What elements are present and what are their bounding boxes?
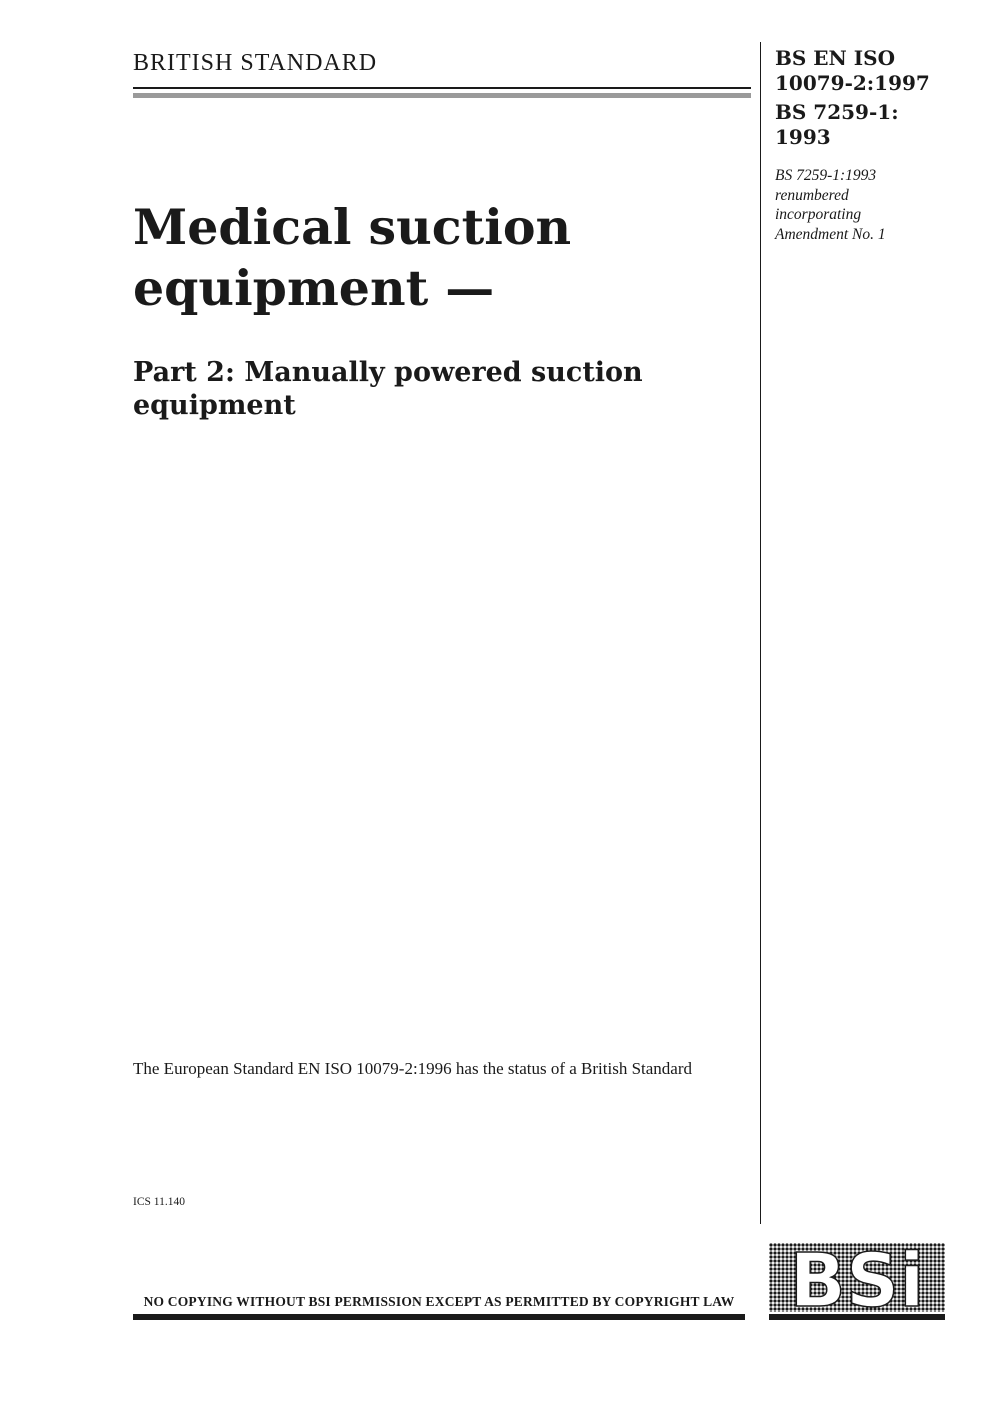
- header-rule-thick: [133, 93, 751, 98]
- logo-rule: [769, 1314, 945, 1320]
- document-category-label: BRITISH STANDARD: [133, 50, 378, 76]
- standard-number-secondary: BS 7259-1: 1993: [775, 100, 899, 149]
- document-subtitle: Part 2: Manually powered suction equipment: [133, 357, 643, 421]
- status-note: The European Standard EN ISO 10079-2:1996 has the status of a British Standard: [133, 1059, 693, 1078]
- amendment-note: [775, 166, 945, 244]
- header-rule-thin: [133, 87, 751, 89]
- footer-rule: [133, 1314, 745, 1320]
- amendment-line: Amendment No. 1: [775, 225, 886, 243]
- sidebar-divider: [760, 42, 761, 1224]
- ics-code: ICS 11.140: [133, 1196, 185, 1208]
- amendment-line: BS 7259-1:1993: [775, 167, 877, 184]
- standard-number-primary: BS EN ISO 10079-2:1997: [775, 46, 930, 95]
- amendment-line: renumbered: [775, 186, 849, 204]
- bsi-logo-icon: [769, 1243, 945, 1312]
- copyright-notice: NO COPYING WITHOUT BSI PERMISSION EXCEPT AS PERMITTED BY COPYRIGHT LAW: [143, 1294, 735, 1309]
- bsi-logo-text: BSi: [789, 1243, 925, 1312]
- document-title: Medical suction equipment —: [133, 198, 572, 317]
- amendment-line: incorporating: [775, 206, 862, 223]
